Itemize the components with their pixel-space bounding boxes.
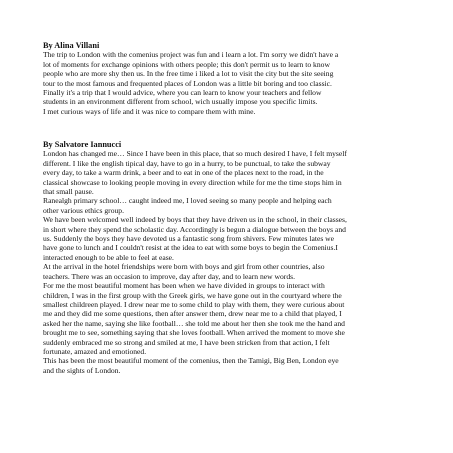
article-paragraph: At the arrival in the hotel friendships were born with boys and girl from other countries, also teachers. There was an occasion to improve, day after day, and to learn new words. bbox=[43, 262, 325, 281]
article-alina-villani bbox=[43, 41, 415, 116]
article-paragraph: London has changed me… Since I have been in this place, that so much desired I have, I felt myself different. I like the english tipical day, have to go in a hurry, to be punctual, to take the subway every day, to take a warm drink, a beer and to eat in one of the places next to the road, in the classical showcase to looking people moving in every direction while for me the time stops him in that small pause. bbox=[43, 149, 347, 197]
article-paragraph: I met curious ways of life and it was nice to compare them with mine. bbox=[43, 106, 256, 116]
article-paragraph: For me the most beautiful moment has been when we have divided in groups to interact with children, I was in the first group with the Greek girls, we have gone out in the courtyard where the smallest childreen played. I drew near me to some child to play with them, they were curious about me and they did me some questions, then after answer them, drew near me to a child that played, I asked her the name, saying she like football… she told me about her then she took me the hand and brought me to see, something saying that she loves football. When arrived the moment to move she suddenly embraced me so strong and smiled at me, I have been stricken from that action, I felt fortunate, amazed and emotioned. bbox=[43, 281, 345, 356]
article-salvatore-iannucci bbox=[43, 140, 415, 375]
article-byline: By Salvatore Iannucci bbox=[43, 140, 122, 149]
article-paragraph: Ranealgh primary school… caught indeed me, I loved seeing so many people and helping each other various ethics group. bbox=[43, 196, 332, 215]
article-paragraph: We have been welcomed well indeed by boys that they have driven us in the school, in their classes, in short where they spend the scholastic day. Accordingly is begun a dialogue between the boys and us. Suddenly the boys they have devoted us a fantastic song from shivers. Few minutes lates we have gone to lunch and I couldn't resist at the idea to eat with some boys to begin the Comenius.I interacted enough to be able to feel at ease. bbox=[43, 215, 347, 262]
article-paragraph: The trip to London with the comenius project was fun and i learn a lot. I'm sorry we didn't have a lot of moments for exchange opinions with others people; this don't permit us to learn to know people who are more shy then us. In the free time i liked a lot to visit the city but the site seeing tour to the most famous and frequented places of London was a little bit boring and too classic. Finally it's a trip that I would advice, where you can learn to know your teachers and fellow students in an environment different from school, wich usually impose you specific limits. bbox=[43, 50, 339, 107]
article-paragraph: This has been the most beautiful moment of the comenius, then the Tamigi, Big Ben, London eye and the sights of London. bbox=[43, 356, 339, 375]
article-byline: By Alina Villani bbox=[43, 41, 100, 50]
